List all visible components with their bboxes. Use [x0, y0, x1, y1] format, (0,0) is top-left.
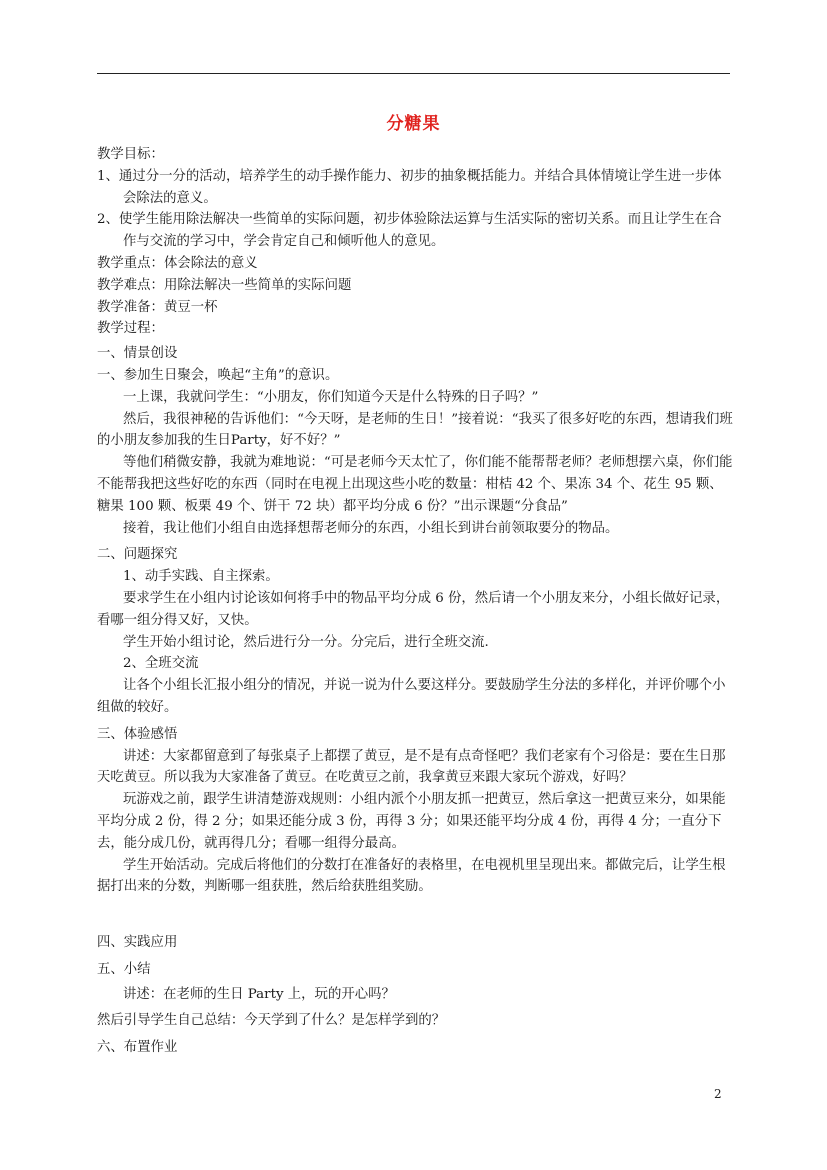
paragraph: 四、实践应用 [97, 935, 178, 951]
paragraph: 然后引导学生自己总结：今天学到了什么？是怎样学到的？ [97, 1013, 446, 1029]
paragraph: 六、布置作业 [97, 1040, 178, 1056]
paragraph: 一、情景创设 [97, 346, 178, 362]
paragraph: 接着，我让他们小组自由选择想帮老师分的东西，小组长到讲台前领取要分的物品。 [123, 520, 619, 536]
header-rule [97, 73, 730, 74]
paragraph: 教学重点：体会除法的意义 [97, 255, 258, 271]
paragraph: 五、小结 [97, 961, 151, 977]
paragraph: 1、通过分一分的活动，培养学生的动手操作能力、初步的抽象概括能力。并结合具体情境让学生进一步体会除法的意义。 [97, 168, 722, 206]
paragraph: 讲述：大家都留意到了每张桌子上都摆了黄豆，是不是有点奇怪吧？我们老家有个习俗是：要在生日那天吃黄豆。所以我为大家准备了黄豆。在吃黄豆之前，我拿黄豆来跟大家玩个游戏，好吗？ [97, 748, 726, 786]
paragraph: 教学准备：黄豆一杯 [97, 299, 218, 315]
paragraph: 教学目标： [97, 147, 164, 162]
paragraph: 然后，我很神秘的告诉他们：“今天呀，是老师的生日！”接着说：“我买了很多好吃的东西，想请我们班的小朋友参加我的生日Party，好不好？” [97, 411, 733, 449]
paragraph: 教学难点：用除法解决一些简单的实际问题 [97, 277, 352, 293]
paragraph: 2、使学生能用除法解决一些简单的实际问题，初步体验除法运算与生活实际的密切关系。而且让学生在合作与交流的学习中，学会肯定自己和倾听他人的意见。 [97, 212, 722, 250]
paragraph: 三、体验感悟 [97, 726, 178, 742]
paragraph: 要求学生在小组内讨论该如何将手中的物品平均分成 6 份，然后请一个小朋友来分，小组长做好记录，看哪一组分得又好，又快。 [97, 590, 730, 628]
paragraph: 学生开始小组讨论，然后进行分一分。分完后，进行全班交流. [123, 634, 489, 650]
document-title: 分糖果 [386, 114, 441, 134]
paragraph: 一、参加生日聚会，唤起“主角”的意识。 [97, 367, 339, 383]
paragraph: 教学过程： [97, 321, 164, 337]
paragraph: 玩游戏之前，跟学生讲清楚游戏规则：小组内派个小朋友抓一把黄豆，然后拿这一把黄豆来分，如果能平均分成 2 份，得 2 分；如果还能分成 3 份，再得 3 分；如果还能平均分成 4 份，再得 4 分；一直分下去，能分成几份，就再得几分；看哪一组得分最高。 [97, 792, 726, 851]
page-number: 2 [714, 1087, 722, 1101]
paragraph: 学生开始活动。完成后将他们的分数打在准备好的表格里，在电视机里呈现出来。都做完后，让学生根据打出来的分数，判断哪一组获胜，然后给获胜组奖励。 [97, 857, 726, 895]
paragraph: 讲述：在老师的生日 Party 上，玩的开心吗？ [123, 986, 395, 1002]
paragraph: 等他们稍微安静，我就为难地说：“可是老师今天太忙了，你们能不能帮帮老师？老师想摆六桌，你们能不能帮我把这些好吃的东西（同时在电视上出现这些小吃的数量：柑桔 42 个、果冻 34 个、花生 95 颗、糖果 100 颗、板栗 49 个、饼干 72 块）都平均分成 6 份？”出示课题“分食品” [97, 455, 733, 514]
document-body [97, 144, 733, 1059]
paragraph: 二、问题探究 [97, 547, 178, 563]
paragraph: 2、全班交流 [123, 656, 199, 672]
paragraph: 1、动手实践、自主探索。 [123, 569, 279, 585]
paragraph: 让各个小组长汇报小组分的情况，并说一说为什么要这样分。要鼓励学生分法的多样化，并评价哪个小组做的较好。 [97, 678, 726, 715]
paragraph: 一上课，我就问学生：“小朋友，你们知道今天是什么特殊的日子吗？” [123, 389, 539, 405]
